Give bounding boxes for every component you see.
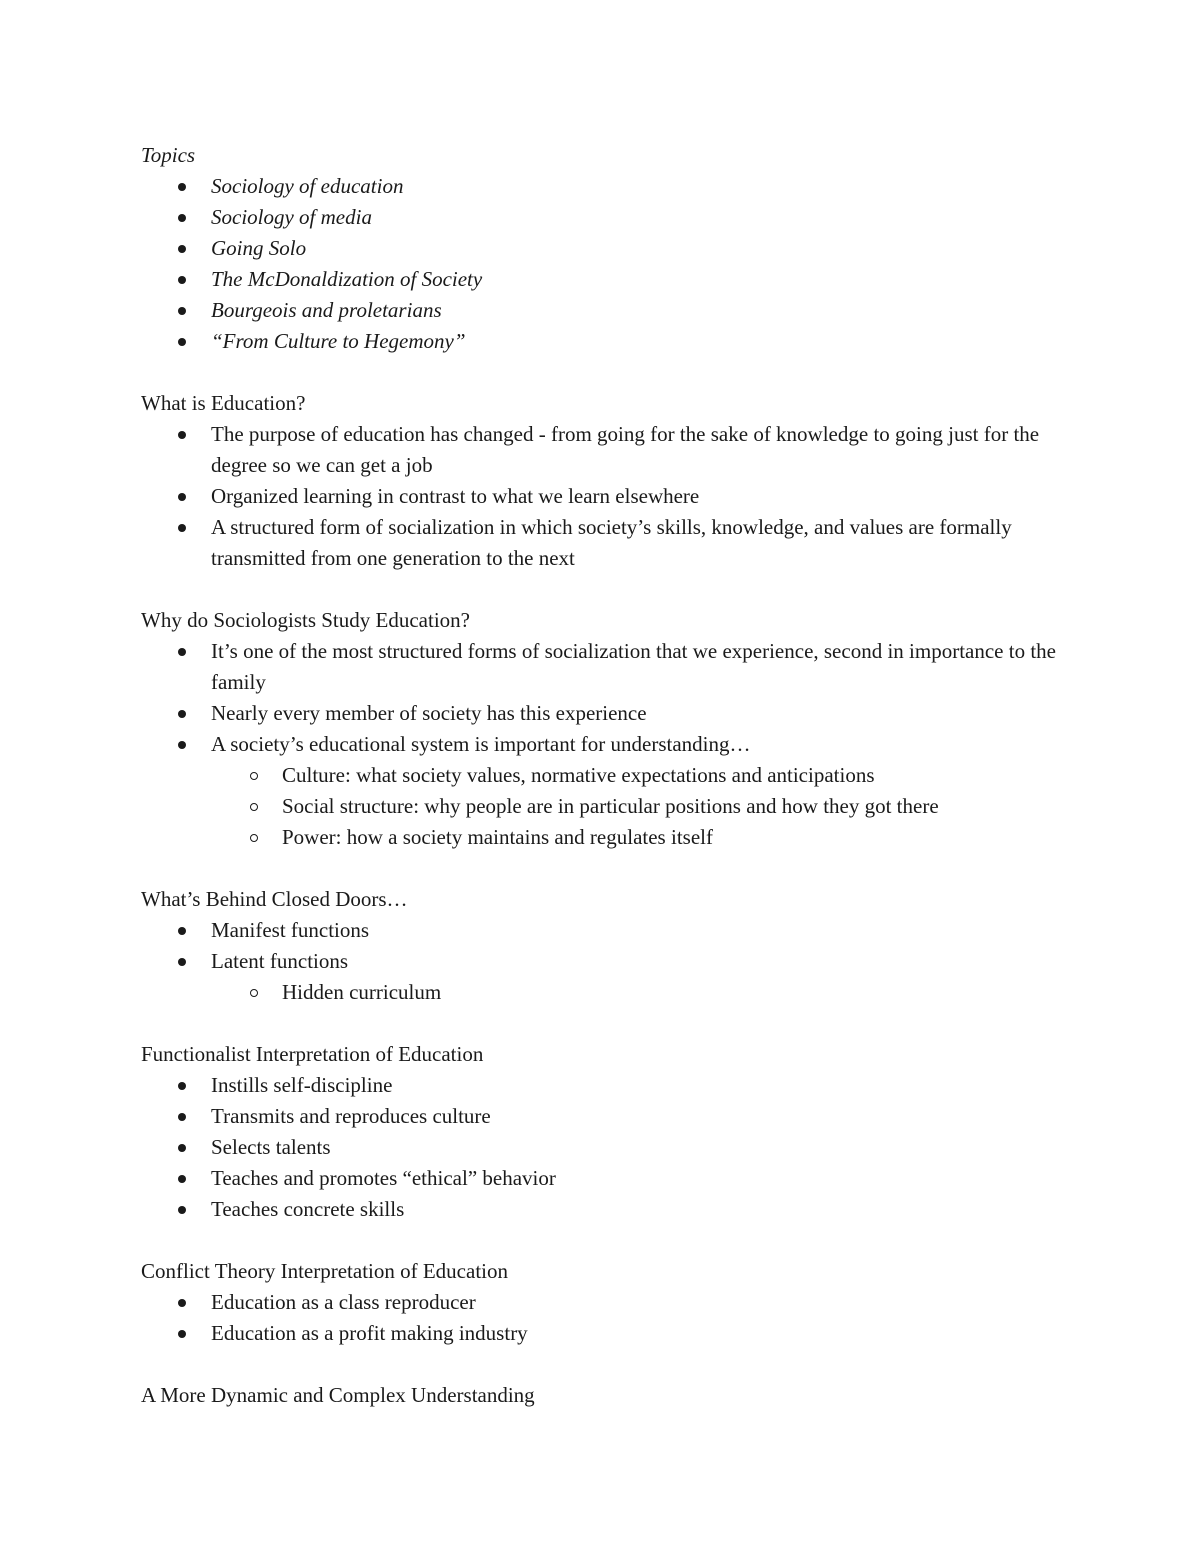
bullet-icon xyxy=(178,214,186,222)
topics-list xyxy=(141,171,1061,357)
sub-bullet-list xyxy=(211,977,1061,1008)
bullet-icon xyxy=(178,710,186,718)
bullet-icon xyxy=(178,276,186,284)
list-item: Organized learning in contrast to what we learn elsewhere xyxy=(141,481,1061,512)
list-item: “From Culture to Hegemony” xyxy=(141,326,1061,357)
hollow-bullet-icon xyxy=(250,834,258,842)
topics-heading: Topics xyxy=(141,143,196,167)
list-item: Education as a profit making industry xyxy=(141,1318,1061,1349)
bullet-list xyxy=(141,1070,1061,1225)
bullet-icon xyxy=(178,741,186,749)
dynamic-section xyxy=(141,1380,1061,1411)
topics-section xyxy=(141,140,1061,357)
hollow-bullet-icon xyxy=(250,772,258,780)
bullet-icon xyxy=(178,524,186,532)
bullet-icon xyxy=(178,1206,186,1214)
bullet-icon xyxy=(178,183,186,191)
list-item: Going Solo xyxy=(141,233,1061,264)
hollow-bullet-icon xyxy=(250,803,258,811)
list-item: A society’s educational system is important for understanding… Culture: what society values, normative expectations and anticipations Social structure: why people are in particular positions and how they got there Power: how a society maintains and regulates itself xyxy=(141,729,1061,853)
list-item: Teaches and promotes “ethical” behavior xyxy=(141,1163,1061,1194)
sub-list-item: Social structure: why people are in particular positions and how they got there xyxy=(211,791,1061,822)
bullet-icon xyxy=(178,493,186,501)
sub-list-item: Hidden curriculum xyxy=(211,977,1061,1008)
list-item: Teaches concrete skills xyxy=(141,1194,1061,1225)
sub-bullet-list xyxy=(211,760,1061,853)
list-item: Manifest functions xyxy=(141,915,1061,946)
bullet-icon xyxy=(178,927,186,935)
list-item: Transmits and reproduces culture xyxy=(141,1101,1061,1132)
bullet-icon xyxy=(178,1082,186,1090)
what-is-education-section xyxy=(141,388,1061,574)
bullet-list xyxy=(141,915,1061,1008)
sub-list-item: Culture: what society values, normative expectations and anticipations xyxy=(211,760,1061,791)
list-item: Nearly every member of society has this experience xyxy=(141,698,1061,729)
list-item: Selects talents xyxy=(141,1132,1061,1163)
why-study-section xyxy=(141,605,1061,853)
list-item: Education as a class reproducer xyxy=(141,1287,1061,1318)
bullet-icon xyxy=(178,958,186,966)
list-item: The McDonaldization of Society xyxy=(141,264,1061,295)
document-page xyxy=(141,140,1061,1442)
bullet-icon xyxy=(178,431,186,439)
section-heading: A More Dynamic and Complex Understanding xyxy=(141,1383,535,1407)
bullet-list xyxy=(141,1287,1061,1349)
bullet-icon xyxy=(178,1175,186,1183)
bullet-icon xyxy=(178,338,186,346)
section-heading: What is Education? xyxy=(141,391,306,415)
bullet-icon xyxy=(178,1113,186,1121)
bullet-icon xyxy=(178,1144,186,1152)
list-item: Instills self-discipline xyxy=(141,1070,1061,1101)
list-item: The purpose of education has changed - from going for the sake of knowledge to going just for the degree so we can get a job xyxy=(141,419,1061,481)
bullet-list xyxy=(141,636,1061,853)
bullet-icon xyxy=(178,245,186,253)
list-item: A structured form of socialization in which society’s skills, knowledge, and values are formally transmitted from one generation to the next xyxy=(141,512,1061,574)
section-heading: Conflict Theory Interpretation of Education xyxy=(141,1259,508,1283)
list-item: Sociology of education xyxy=(141,171,1061,202)
bullet-icon xyxy=(178,648,186,656)
section-heading: Why do Sociologists Study Education? xyxy=(141,608,470,632)
list-item: It’s one of the most structured forms of socialization that we experience, second in importance to the family xyxy=(141,636,1061,698)
conflict-section xyxy=(141,1256,1061,1349)
closed-doors-section xyxy=(141,884,1061,1008)
functionalist-section xyxy=(141,1039,1061,1225)
list-item: Sociology of media xyxy=(141,202,1061,233)
list-item: Bourgeois and proletarians xyxy=(141,295,1061,326)
hollow-bullet-icon xyxy=(250,989,258,997)
section-heading: Functionalist Interpretation of Education xyxy=(141,1042,484,1066)
bullet-icon xyxy=(178,1330,186,1338)
section-heading: What’s Behind Closed Doors… xyxy=(141,887,408,911)
sub-list-item: Power: how a society maintains and regulates itself xyxy=(211,822,1061,853)
list-item: Latent functions Hidden curriculum xyxy=(141,946,1061,1008)
bullet-icon xyxy=(178,1299,186,1307)
bullet-icon xyxy=(178,307,186,315)
bullet-list xyxy=(141,419,1061,574)
